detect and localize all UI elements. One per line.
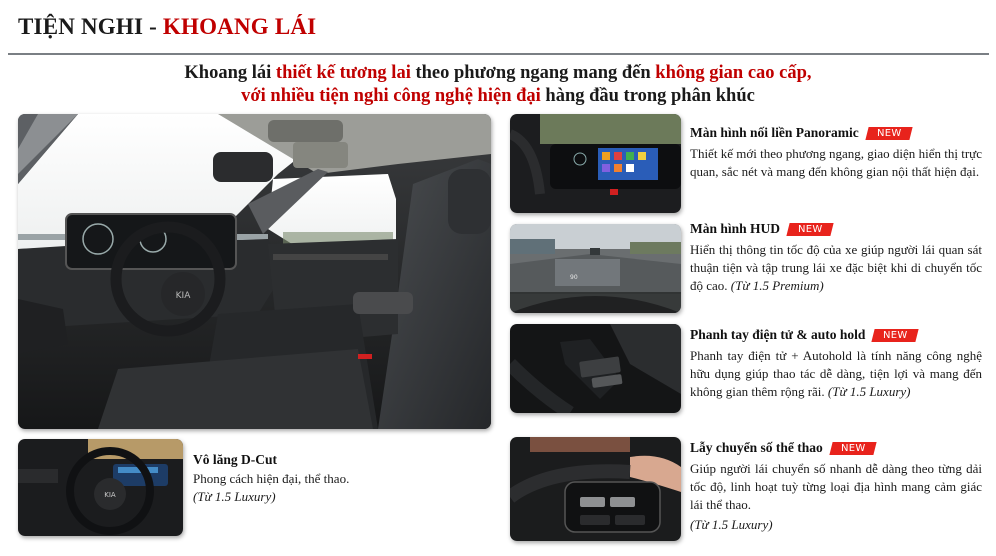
feature-steering-desc: Phong cách hiện đại, thể thao. xyxy=(193,471,350,486)
feature-hud-desc: Hiển thị thông tin tốc độ của xe giúp người lái quan sát thuận tiện và tập trung lái xe đặc biệt khi di chuyển tốc độ cao. xyxy=(690,242,982,293)
feature-brake xyxy=(690,326,982,401)
svg-text:KIA: KIA xyxy=(104,491,116,499)
feature-steering-title: Vô lăng D-Cut xyxy=(193,452,278,467)
feature-paddle-desc: Giúp người lái chuyển số nhanh dễ dàng theo từng dải tốc độ, linh hoạt tuỳ từng loại địa hình mang cảm giác lái thể thao. xyxy=(690,461,982,512)
hud-display-photo xyxy=(510,224,681,313)
feature-paddle-title: Lẫy chuyển số thể thao xyxy=(690,440,823,455)
headline-text: theo phương ngang mang đến xyxy=(410,63,656,83)
paddle-shifter-photo xyxy=(510,437,681,541)
headline-text: Khoang lái xyxy=(184,63,276,83)
d-cut-steering-wheel-photo xyxy=(18,439,183,536)
feature-brake-desc: Phanh tay điện tử + Autohold là tính năng công nghệ hữu dụng giúp thao tác dễ dàng, tiện lợi và mang đến không gian thêm rộng rãi. xyxy=(690,348,982,399)
headline-line-2 xyxy=(0,85,996,108)
feature-hud-note: (Từ 1.5 Premium) xyxy=(730,278,824,293)
page-title-highlight: KHOANG LÁI xyxy=(162,14,317,39)
headline-highlight: với nhiều tiện nghi công nghệ hiện đại xyxy=(241,86,541,106)
feature-brake-note: (Từ 1.5 Luxury) xyxy=(827,384,911,399)
headline-highlight: thiết kế tương lai xyxy=(275,63,411,83)
feature-brake-title: Phanh tay điện tử & auto hold xyxy=(690,327,866,342)
new-badge: NEW xyxy=(872,329,919,342)
feature-steering xyxy=(193,451,483,506)
electronic-parking-brake-photo xyxy=(510,324,681,413)
new-badge: NEW xyxy=(829,442,876,455)
svg-text:90: 90 xyxy=(570,274,578,281)
feature-steering-note: (Từ 1.5 Luxury) xyxy=(193,489,276,504)
headline-text: hàng đầu trong phân khúc xyxy=(540,86,755,106)
title-divider xyxy=(8,53,989,55)
new-badge: NEW xyxy=(786,223,833,236)
cabin-interior-photo xyxy=(18,114,491,429)
svg-text:KIA: KIA xyxy=(175,291,191,301)
new-badge: NEW xyxy=(865,127,912,140)
headline xyxy=(0,62,996,108)
headline-line-1 xyxy=(0,62,996,85)
feature-hud-title: Màn hình HUD xyxy=(690,221,781,236)
feature-paddle xyxy=(690,439,982,534)
headline-highlight: không gian cao cấp, xyxy=(655,63,812,83)
feature-panoramic-title: Màn hình nối liền Panoramic xyxy=(690,125,859,140)
page-title xyxy=(18,14,316,40)
feature-panoramic xyxy=(690,124,982,181)
page-title-prefix: TIỆN NGHI - xyxy=(18,14,163,39)
feature-paddle-note: (Từ 1.5 Luxury) xyxy=(690,517,773,532)
feature-panoramic-desc: Thiết kế mới theo phương ngang, giao diện hiển thị trực quan, sắc nét và mang đến không gian nội thất hiện đại. xyxy=(690,146,982,179)
feature-hud xyxy=(690,220,982,295)
panoramic-screen-photo xyxy=(510,114,681,213)
